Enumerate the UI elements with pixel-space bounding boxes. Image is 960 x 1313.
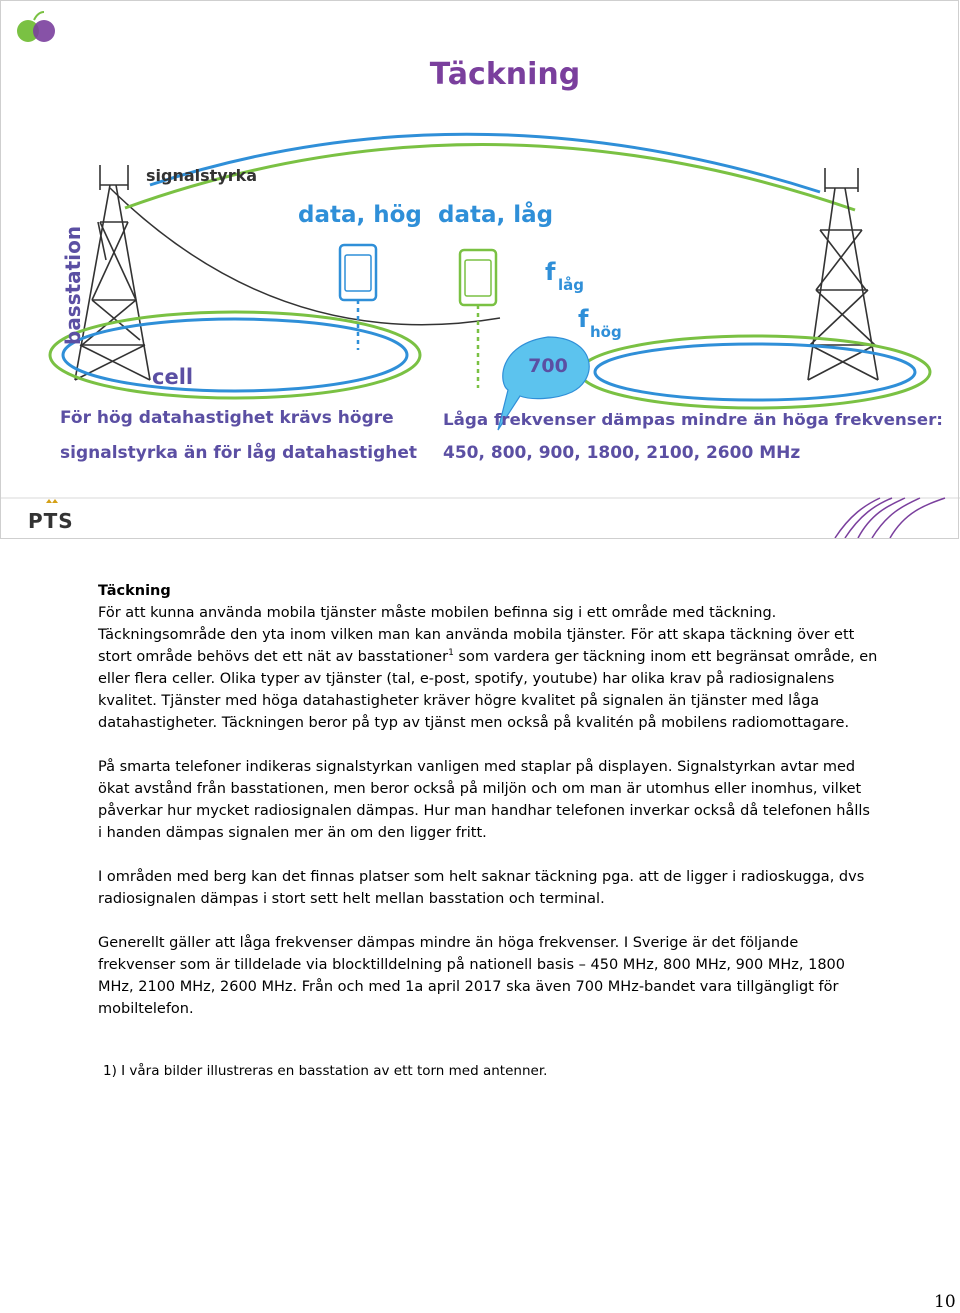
left-cell-blue [63, 319, 407, 391]
right-cell-blue [595, 344, 915, 400]
pts-logo [28, 499, 74, 533]
caption-right-line1: Låga frekvenser dämpas mindre än höga frekvenser: [443, 410, 943, 429]
label-cell: cell [152, 365, 194, 389]
logo-circles [17, 12, 55, 42]
left-cell-green [50, 312, 420, 398]
notes-paragraph-1-b: som vardera ger täckning inom ett begränsat område, en eller flera celler. Olika typer av tjänster (tal, e-post, spotify, youtube) har olika krav på radiosignalens kvalitet. Tjänster med höga datahastigheter kräver högre kvalitet på signalen än tjänster med låga datahastigheter. Täckningen beror på typ av tjänst men också på kvalitén på mobilens radiomottagare. [98, 649, 878, 731]
notes-paragraph-3: I områden med berg kan det finnas platser som helt saknar täckning pga. att de ligger i radioskugga, dvs radiosignalen dämpas i stort sett helt mellan basstation och terminal. [98, 869, 865, 907]
notes-paragraph-1-a: För att kunna använda mobila tjänster måste mobilen befinna sig i ett område med täckning. Täckningsområde den yta inom vilken man kan använda mobila tjänster. För att skapa täckning över ett stort område behövs det ett nät av basstationer [98, 605, 855, 665]
label-data-lag: data, låg [438, 202, 554, 228]
left-tower [75, 165, 150, 380]
footnote-ref: 1 [448, 648, 454, 659]
label-basstation: basstation [61, 225, 85, 345]
f-lag-base: f [545, 258, 556, 286]
f-hog-sub: hög [590, 323, 622, 341]
pts-logo-text: PTS [28, 509, 74, 533]
label-data-hog: data, hög [298, 202, 422, 228]
caption-left-line1: För hög datahastighet krävs högre [60, 408, 394, 428]
caption-left-line2: signalstyrka än för låg datahastighet [60, 443, 417, 463]
f-hog-base: f [578, 305, 589, 333]
slide-title: Täckning [429, 57, 581, 92]
footer-swoosh [835, 498, 945, 538]
notes-heading: Täckning [98, 583, 171, 599]
f-lag-sub: låg [558, 276, 585, 294]
slide-image [0, 0, 960, 540]
label-signalstyrka: signalstyrka [146, 166, 258, 185]
page-number: 10 [934, 1292, 956, 1312]
notes-section [98, 580, 878, 1042]
footnote: 1) I våra bilder illustreras en basstation av ett torn med antenner. [103, 1063, 548, 1079]
label-f-lag [545, 258, 584, 294]
bubble-label: 700 [528, 355, 568, 377]
caption-right-line2: 450, 800, 900, 1800, 2100, 2600 MHz [443, 443, 801, 463]
notes-paragraph-2: På smarta telefoner indikeras signalstyrkan vanligen med staplar på displayen. Signalstyrkan avtar med ökat avstånd från basstationen, men beror också på miljön och om man är utomhus eller inomhus, vilket påverkar hur mycket radiosignalen dämpas. Hur man handhar telefonen inverkar också då telefonen hålls i handen dämpas signalen mer än om den ligger fritt. [98, 759, 870, 841]
label-f-hog [578, 305, 622, 341]
notes-paragraph-1 [98, 602, 878, 734]
notes-paragraph-4: Generellt gäller att låga frekvenser dämpas mindre än höga frekvenser. I Sverige är det följande frekvenser som är tilldelade via blocktilldelning på nationell basis – 450 MHz, 800 MHz, 900 MHz, 1800 MHz, 2100 MHz, 2600 MHz. Från och med 1a april 2017 ska även 700 MHz-bandet vara tillgängligt för mobiltelefon. [98, 935, 846, 1017]
right-cell-green [580, 336, 930, 408]
